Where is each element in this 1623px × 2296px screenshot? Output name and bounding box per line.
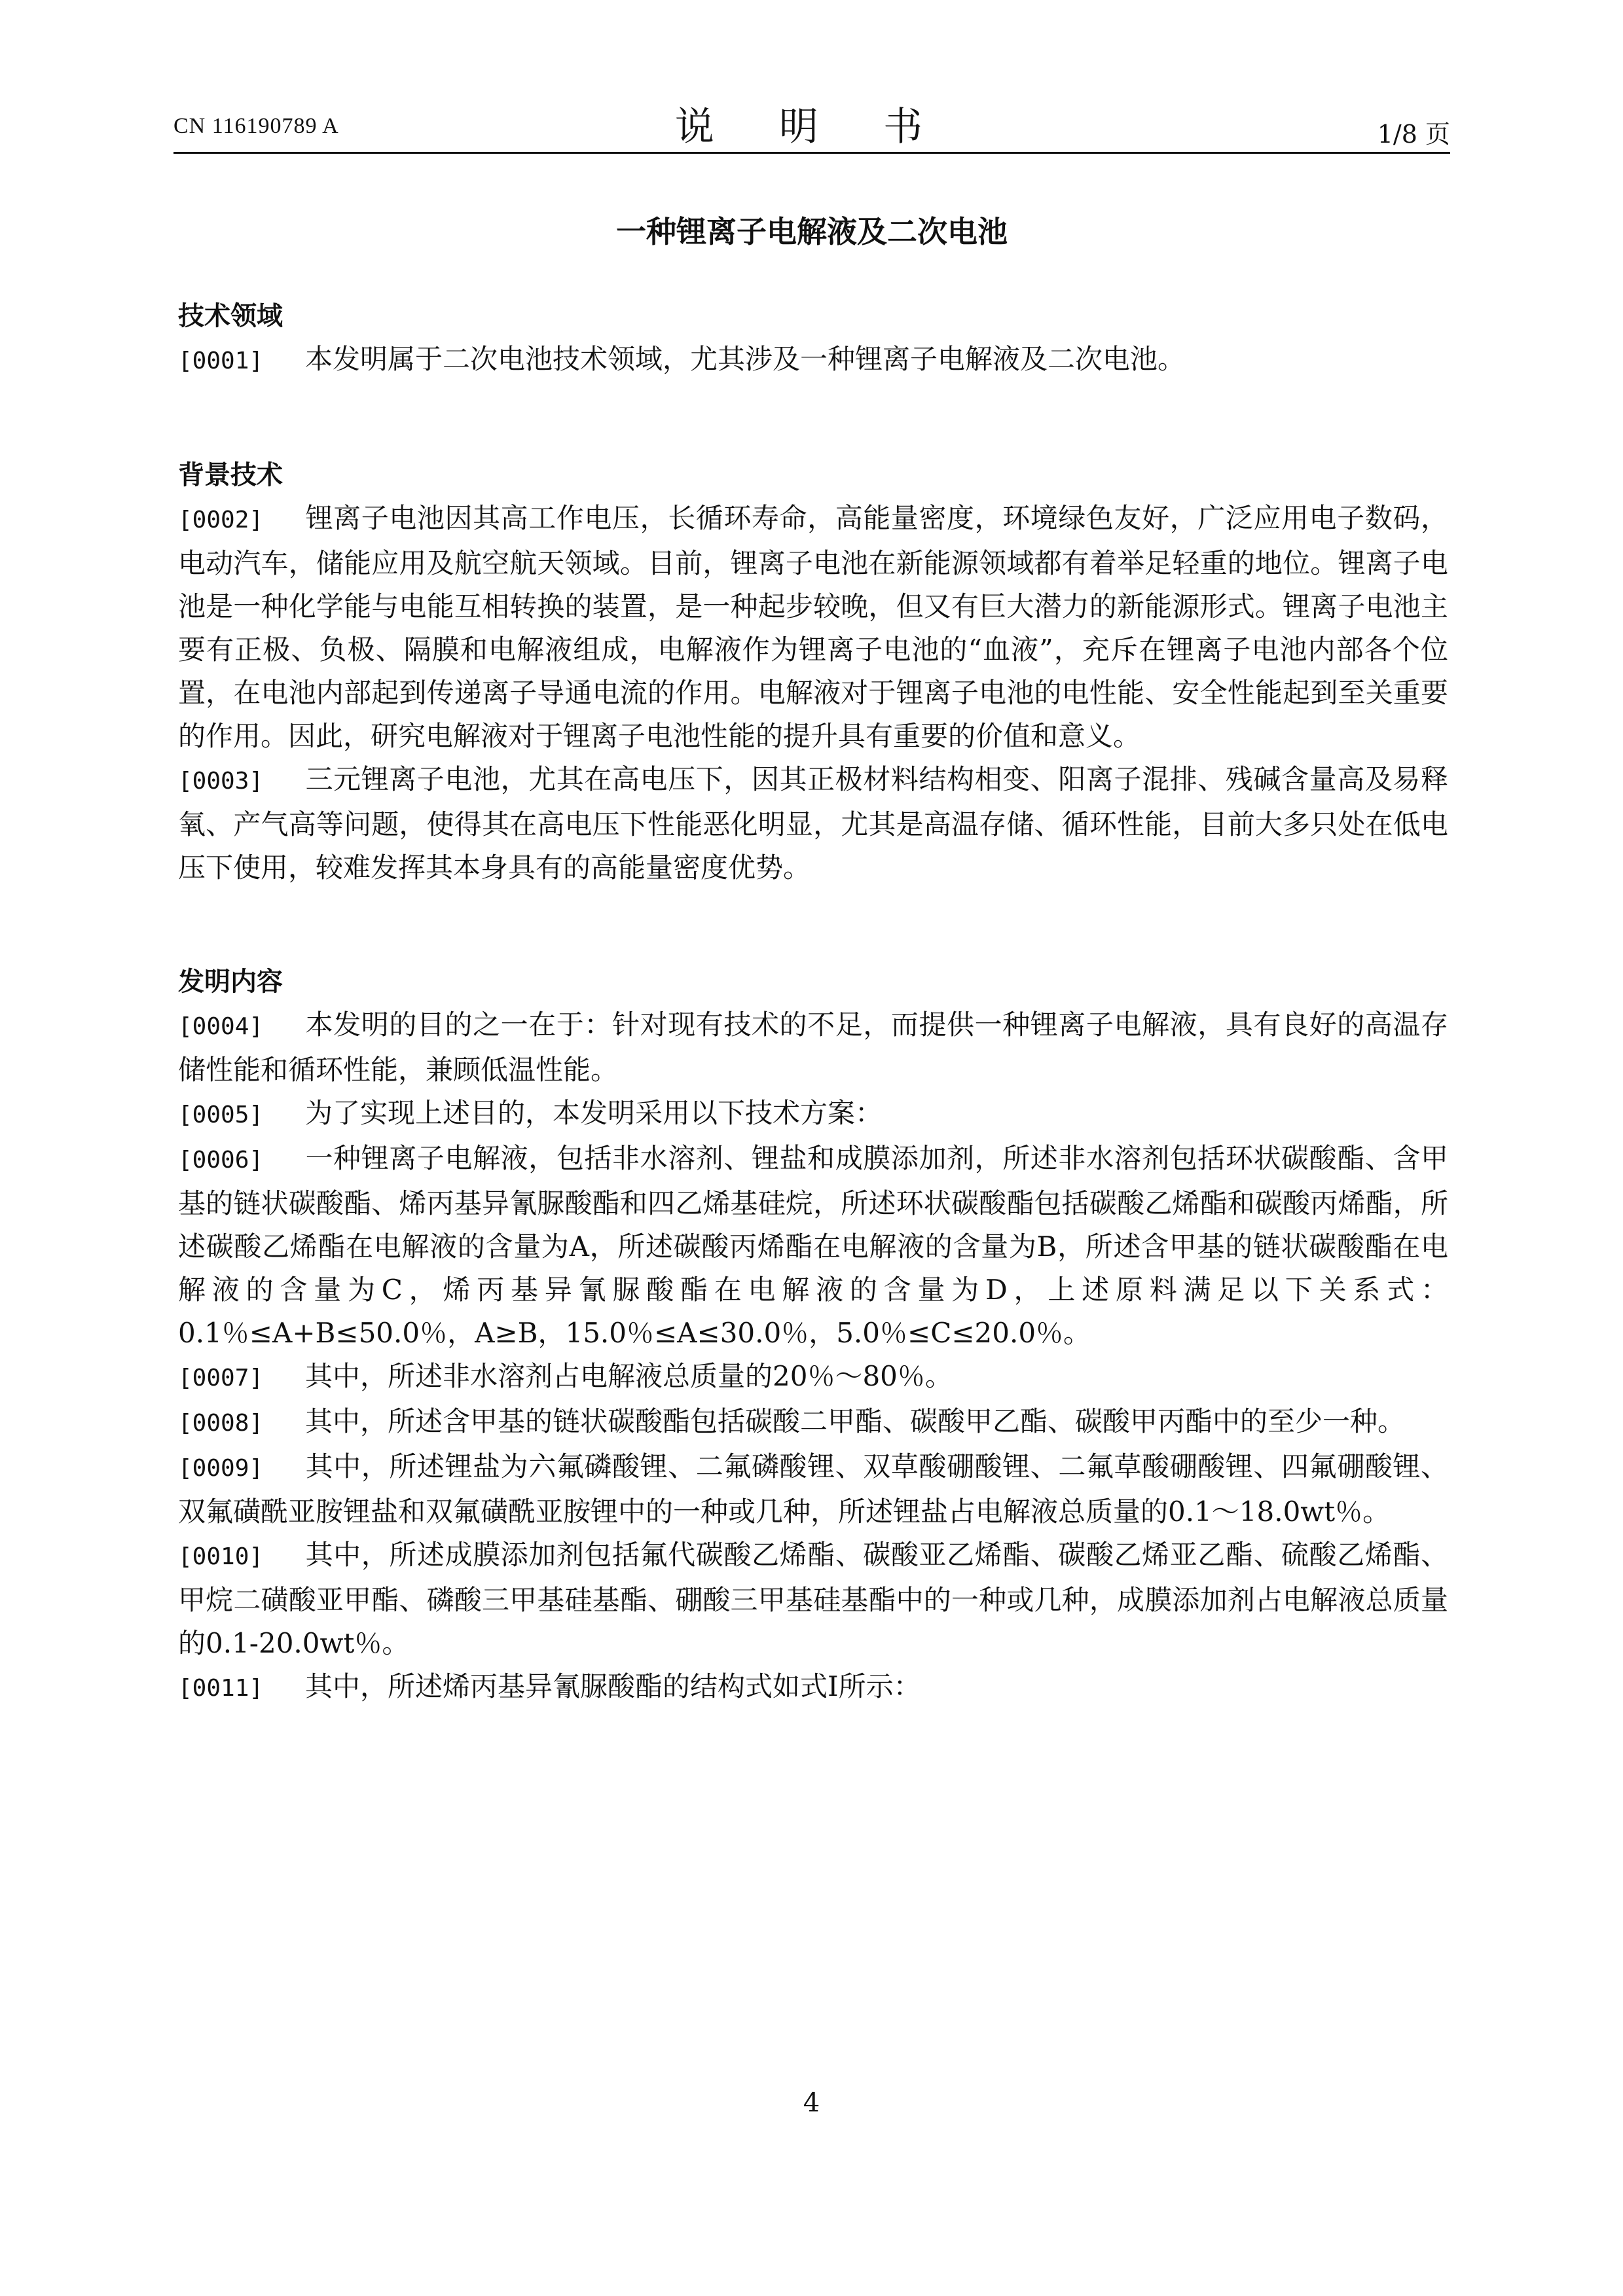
paragraph bbox=[178, 338, 1448, 383]
paragraph-number: [0002] bbox=[178, 507, 264, 533]
paragraph-number: [0007] bbox=[178, 1365, 264, 1391]
paragraph-text: 其中，所述烯丙基异氰脲酸酯的结构式如式I所示： bbox=[305, 1670, 921, 1702]
header-divider bbox=[173, 152, 1450, 154]
paragraph-text: 其中，所述锂盐为六氟磷酸锂、二氟磷酸锂、双草酸硼酸锂、二氟草酸硼酸锂、四氟硼酸锂、双氟磺酰亚胺锂盐和双氟磺酰亚胺锂中的一种或几种，所述锂盐占电解液总质量的0.1～18.0wt％。 bbox=[178, 1450, 1448, 1528]
section-technical-field bbox=[178, 295, 1448, 383]
paragraph-text: 为了实现上述目的，本发明采用以下技术方案： bbox=[305, 1097, 883, 1129]
paragraph-text: 本发明属于二次电池技术领域，尤其涉及一种锂离子电解液及二次电池。 bbox=[305, 343, 1186, 375]
paragraph-text: 其中，所述非水溶剂占电解液总质量的20％～80％。 bbox=[305, 1360, 953, 1392]
paragraph-number: [0011] bbox=[178, 1675, 264, 1702]
paragraph-text: 本发明的目的之一在于：针对现有技术的不足，而提供一种锂离子电解液，具有良好的高温存储性能和循环性能，兼顾低温性能。 bbox=[178, 1009, 1448, 1086]
paragraph-number: [0006] bbox=[178, 1147, 264, 1174]
document-body bbox=[178, 295, 1448, 1710]
paragraph-text: 其中，所述含甲基的链状碳酸酯包括碳酸二甲酯、碳酸甲乙酯、碳酸甲丙酯中的至少一种。 bbox=[305, 1405, 1406, 1437]
paragraph bbox=[178, 758, 1448, 889]
paragraph-text: 一种锂离子电解液，包括非水溶剂、锂盐和成膜添加剂，所述非水溶剂包括环状碳酸酯、含甲基的链状碳酸酯、烯丙基异氰脲酸酯和四乙烯基硅烷，所述环状碳酸酯包括碳酸乙烯酯和碳酸丙烯酯，所述碳酸乙烯酯在电解液的含量为A，所述碳酸丙烯酯在电解液的含量为B，所述含甲基的链状碳酸酯在电解液的含量为C，烯丙基异氰脲酸酯在电解液的含量为D，上述原料满足以下关系式：0.1％≤A+B≤50.0％，A≥B，15.0％≤A≤30.0％，5.0％≤C≤20.0％。 bbox=[178, 1142, 1448, 1349]
paragraph bbox=[178, 1400, 1448, 1445]
section-heading: 背景技术 bbox=[178, 460, 283, 490]
publication-number: CN 116190789 A bbox=[173, 114, 339, 138]
paragraph bbox=[178, 1003, 1448, 1092]
paragraph bbox=[178, 1445, 1448, 1534]
paragraph bbox=[178, 1355, 1448, 1400]
paragraph-number: [0004] bbox=[178, 1013, 264, 1040]
paragraph bbox=[178, 1534, 1448, 1665]
section-summary bbox=[178, 960, 1448, 1710]
document-title: 一种锂离子电解液及二次电池 bbox=[616, 214, 1008, 249]
section-heading: 发明内容 bbox=[178, 967, 283, 997]
paragraph-number: [0005] bbox=[178, 1102, 264, 1128]
paragraph-number: [0009] bbox=[178, 1455, 264, 1482]
paragraph-text: 锂离子电池因其高工作电压，长循环寿命，高能量密度，环境绿色友好，广泛应用电子数码，电动汽车，储能应用及航空航天领域。目前，锂离子电池在新能源领域都有着举足轻重的地位。锂离子电池是一种化学能与电能互相转换的装置，是一种起步较晚，但又有巨大潜力的新能源形式。锂离子电池主要有正极、负极、隔膜和电解液组成，电解液作为锂离子电池的“血液”，充斥在锂离子电池内部各个位置，在电池内部起到传递离子导通电流的作用。电解液对于锂离子电池的电性能、安全性能起到至关重要的作用。因此，研究电解液对于锂离子电池性能的提升具有重要的价值和意义。 bbox=[178, 502, 1448, 752]
document-type: 说 明 书 bbox=[674, 104, 949, 150]
paragraph bbox=[178, 1665, 1448, 1710]
paragraph-number: [0010] bbox=[178, 1543, 264, 1570]
page-header bbox=[173, 92, 1450, 151]
page-number: 4 bbox=[803, 2088, 820, 2118]
paragraph-text: 三元锂离子电池，尤其在高电压下，因其正极材料结构相变、阳离子混排、残碱含量高及易释氧、产气高等问题，使得其在高电压下性能恶化明显，尤其是高温存储、循环性能，目前大多只处在低电压下使用，较难发挥其本身具有的高能量密度优势。 bbox=[178, 763, 1448, 884]
paragraph-number: [0003] bbox=[178, 768, 264, 795]
paragraph bbox=[178, 497, 1448, 758]
paragraph-text: 其中，所述成膜添加剂包括氟代碳酸乙烯酯、碳酸亚乙烯酯、碳酸乙烯亚乙酯、硫酸乙烯酯、甲烷二磺酸亚甲酯、磷酸三甲基硅基酯、硼酸三甲基硅基酯中的一种或几种，成膜添加剂占电解液总质量的0.1-20.0wt％。 bbox=[178, 1539, 1448, 1659]
page-indicator: 1/8 页 bbox=[1377, 120, 1450, 149]
section-background bbox=[178, 454, 1448, 889]
paragraph bbox=[178, 1137, 1448, 1355]
paragraph bbox=[178, 1092, 1448, 1137]
section-heading: 技术领域 bbox=[178, 301, 283, 331]
paragraph-number: [0001] bbox=[178, 348, 264, 374]
paragraph-number: [0008] bbox=[178, 1410, 264, 1437]
